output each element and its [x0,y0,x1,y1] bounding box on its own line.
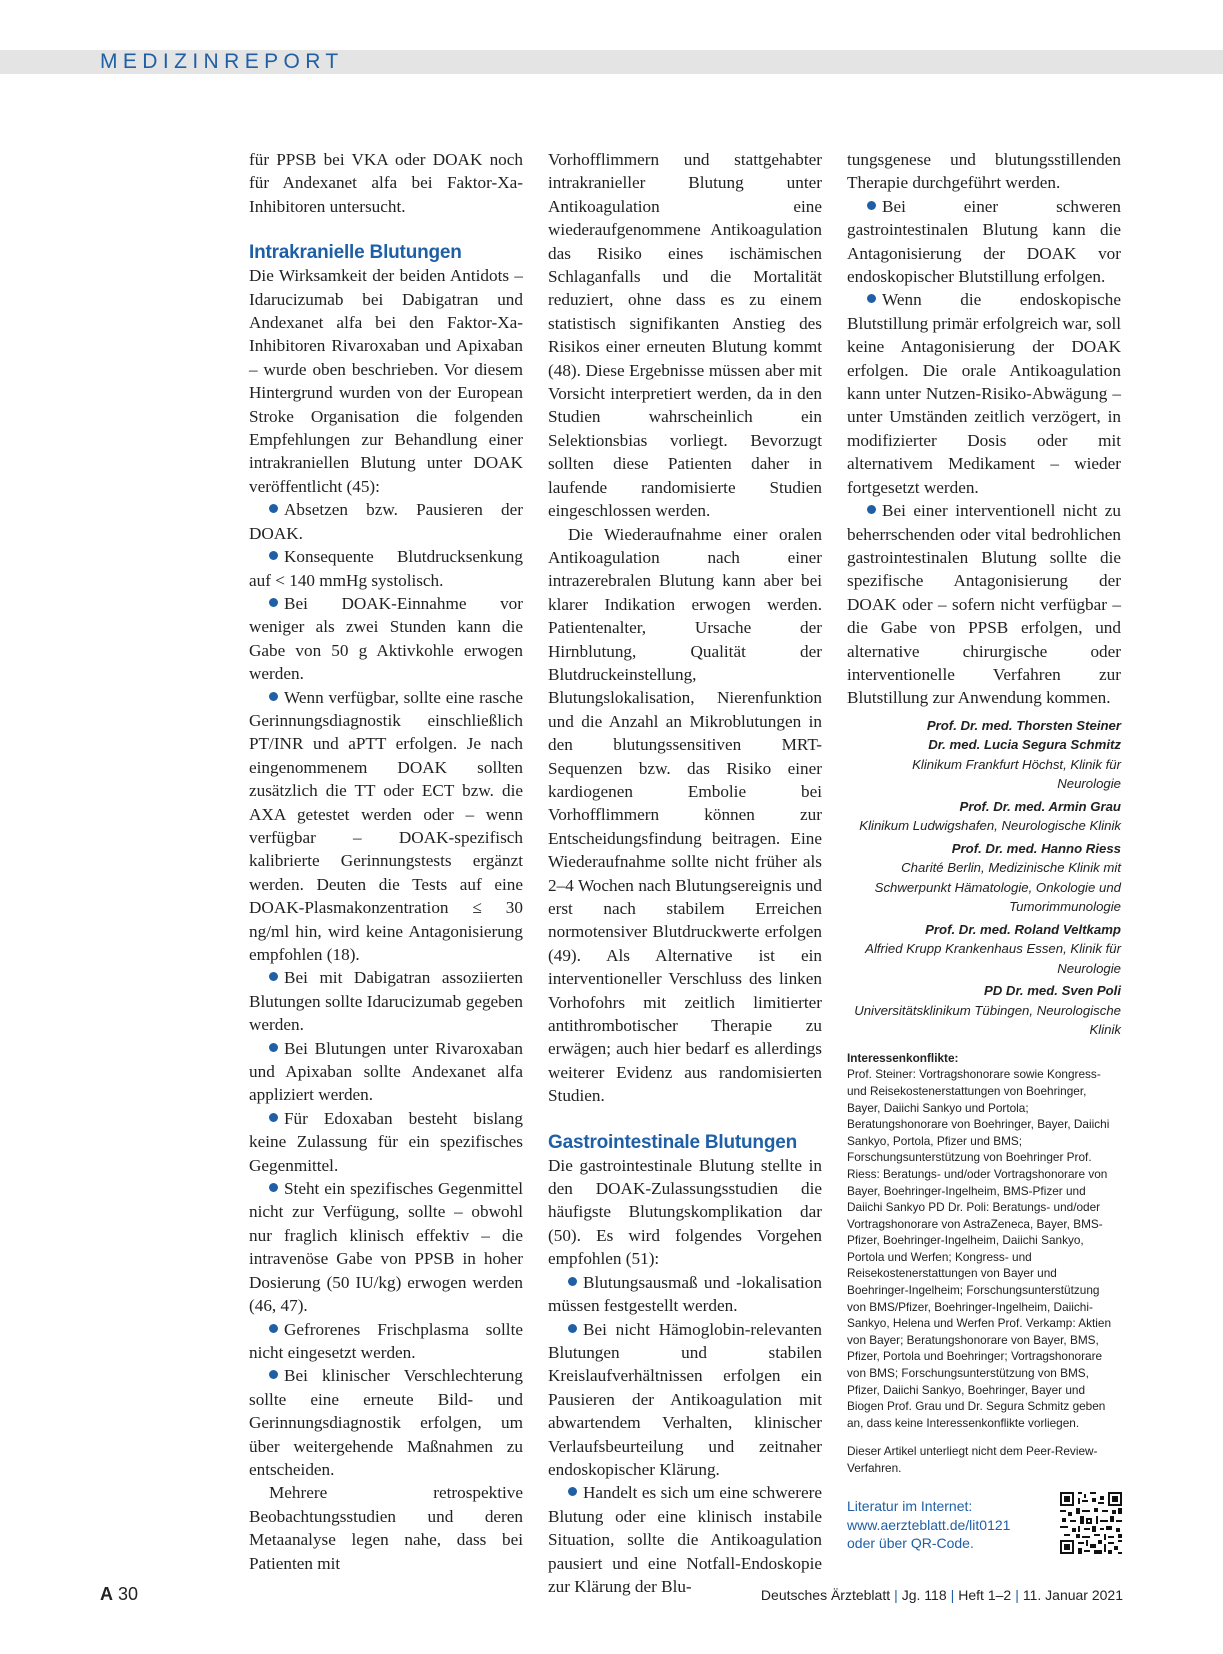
heading-intrakranielle-blutungen: Intrakranielle Blutungen [249,242,462,264]
paragraph: für PPSB bei VKA oder DOAK noch für Andexanet alfa bei Faktor-Xa-Inhibitoren untersucht. [249,150,523,216]
bullet-dot-icon [269,504,278,513]
bullet-item: Für Edoxaban besteht bislang keine Zulassung für ein spezifisches Gegenmittel. [249,1108,523,1175]
bullet-item: Handelt es sich um eine schwerere Blutung oder eine klinisch instabile Situation, sollte die Antikoagulation pausiert und eine Notfall-Endoskopie zur Klärung der Blu- [548,1483,822,1596]
paragraph: Mehrere retrospektive Beobachtungsstudien und deren Metaanalyse legen nahe, dass bei Patienten mit [249,1483,523,1573]
author-entry [847,797,1121,836]
bullet-item: Bei einer schweren gastrointestinalen Blutung kann die Antagonisierung der DOAK vor endoskopischer Blutstillung erfolgen. [847,196,1121,287]
paragraph: Die Wiederaufnahme einer oralen Antikoagulation nach einer intrazerebralen Blutung kann aber bei klarer Indikation erwogen werden. Patientenalter, Ursache der Hirnblutung, Qualität der Blutdruckeinstellung, Blutungslokalisation, Nierenfunktion und die Anzahl an Mikroblutungen in den blutungssensitiven MRT-Sequenzen bzw. das Risiko einer kardiogenen Embolie bei Vorhofflimmern können zur Entscheidungsfindung beitragen. Eine Wiederaufnahme sollte nicht früher als 2–4 Wochen nach Blutungsereignis und erst nach stabilem Erreichen normotensiver Blutdruckwerte erfolgen (49). Als Alternative ist ein interventioneller Verschluss des linken Vorhofohrs mit zeitlich limitierter antithrombotischer Therapie zu erwägen; auch hier bedarf es allerdings weiterer Evidenz aus randomisierten Studien. [548,524,822,1106]
column-1 [249,148,523,1575]
bullet-dot-icon [568,1324,577,1333]
bullet-dot-icon [568,1277,577,1286]
bullet-item: Bei einer interventionell nicht zu beherrschenden oder vital bedrohlichen gastrointestinalen Blutung sollte die spezifische Antagonisierung der DOAK oder – sofern nicht verfügbar – die Gabe von PPSB erfolgen, und alternative chirurgische oder interventionelle Verfahren zur Blutstillung zur Anwendung kommen. [847,501,1121,708]
issue-date: 11. Januar 2021 [1022,1587,1123,1603]
paragraph: tungsgenese und blutungsstillenden Therapie durchgeführt werden. [847,150,1121,193]
bullet-item: Wenn die endoskopische Blutstillung primär erfolgreich war, soll keine Antagonisierung der DOAK erfolgen. Die orale Antikoagulation kann unter Nutzen-Risiko-Abwägung – unter Umständen zeitlich verzögert, in modifizierter Dosis oder mit alternativem Medikament – wieder fortgesetzt werden. [847,290,1121,497]
section-label: MEDIZINREPORT [100,50,344,73]
author-affiliation: Klinikum Ludwigshafen, Neurologische Klinik [859,818,1121,834]
author-name: Prof. Dr. med. Thorsten Steiner [926,717,1121,733]
coi-text: Prof. Steiner: Vortragshonorare sowie Kongress- und Reisekostenerstattungen von Boehringer, Bayer, Daiichi Sankyo und Portola; Beratungshonorare von Boehringer, Bayer, Daiichi Sankyo, Portola, Pfizer und BMS; Forschungsunterstützung von Boehringer Prof. Riess: Beratungs- und/oder Vortragshonorare von Bayer, Boehringer-Ingelheim, BMS-Pfizer und Daiichi Sankyo PD Dr. Poli: Beratungs- und/oder Vortragshonorare von AstraZeneca, Bayer, BMS-Pfizer, Boehringer-Ingelheim, Daiichi Sankyo, Portola und Werfen; Kongress- und Reisekostenerstattungen von Bayer und Boehringer-Ingelheim; Forschungsunterstützung von BMS/Pfizer, Boehringer-Ingelheim, Daiichi-Sankyo, Helena und Werfen Prof. Verkamp: Aktien von Bayer; Beratungshonorare von Bayer, BMS, Pfizer, Portola und Boehringer; Vortragshonorare von BMS; Forschungsunterstützung von BMS, Pfizer, Daiichi Sankyo, Boehringer, Bayer und Biogen Prof. Grau und Dr. Segura Schmitz geben an, dass keine Interessenkonflikte vorliegen. [847,1067,1112,1430]
peer-review-note: Dieser Artikel unterliegt nicht dem Peer-Review-Verfahren. [847,1444,1098,1475]
bullet-dot-icon [269,598,278,607]
bullet-item: Blutungsausmaß und -lokalisation müssen festgestellt werden. [548,1272,822,1316]
bullet-item: Bei DOAK-Einnahme vor weniger als zwei Stunden kann die Gabe von 50 g Aktivkohle erwogen werden. [249,593,523,684]
paragraph: Die gastrointestinale Blutung stellte in den DOAK-Zulassungsstudien die häufigste Blutungskomplikation dar (50). Es wird folgendes Vorgehen empfohlen (51): [548,1155,822,1269]
author-name: Prof. Dr. med. Armin Grau [959,798,1121,814]
literature-label: Literatur im Internet: [847,1498,973,1514]
author-list [847,716,1121,1040]
author-name: Dr. med. Lucia Segura Schmitz [928,737,1121,753]
bullet-dot-icon [867,201,876,210]
author-entry [847,981,1121,1040]
literature-link[interactable]: www.aerzteblatt.de/lit0121 [847,1516,1011,1533]
bullet-item: Bei klinischer Verschlechterung sollte eine erneute Bild- und Gerinnungsdiagnostik erfolgen, um über weitergehende Maßnahmen zu entscheiden. [249,1366,523,1479]
bullet-dot-icon [269,1183,278,1192]
literature-note [847,1497,1010,1553]
bullet-item: Bei mit Dabigatran assoziierten Blutungen sollte Idarucizumab gegeben werden. [249,968,523,1035]
author-entry [847,920,1121,979]
bullet-dot-icon [568,1487,577,1496]
journal-volume: Jg. 118 [901,1587,947,1603]
bullet-item: Konsequente Blutdrucksenkung auf < 140 mmHg systolisch. [249,547,523,590]
bullet-item: Absetzen bzw. Pausieren der DOAK. [249,500,523,543]
author-entry [847,716,1121,794]
paragraph: Vorhofflimmern und stattgehabter intrakranieller Blutung unter Antikoagulation eine wiederaufgenommene Antikoagulation das Risiko eines ischämischen Schlaganfalls und die Mortalität reduziert, ohne dass es zu einem statistisch signifikanten Anstieg des Risikos einer erneuten Blutung kommt (48). Diese Ergebnisse müssen aber mit Vorsicht interpretiert werden, da in den Studien wahrscheinlich ein Selektionsbias vorliegt. Bevorzugt sollten diese Patienten daher in laufende randomisierte Studien eingeschlossen werden. [548,150,822,521]
heading-gastrointestinale-blutungen: Gastrointestinale Blutungen [548,1131,798,1153]
author-entry [847,839,1121,917]
bullet-dot-icon [269,692,278,701]
author-affiliation: Charité Berlin, Medizinische Klinik mit Schwerpunkt Hämatologie, Onkologie und Tumorimmunologie [874,860,1121,915]
column-3 [847,148,1121,1477]
bullet-dot-icon [867,294,876,303]
bullet-item: Gefrorenes Frischplasma sollte nicht eingesetzt werden. [249,1319,523,1362]
author-name: Prof. Dr. med. Hanno Riess [951,840,1121,856]
bullet-dot-icon [269,1113,278,1122]
bullet-dot-icon [269,1370,278,1379]
qr-code-icon[interactable] [1060,1492,1122,1554]
paragraph: Die Wirksamkeit der beiden Antidots – Idarucizumab bei Dabigatran und Andexanet alfa bei den Faktor-Xa-Inhibitoren Rivaroxaban und Apixaban – wurde oben beschrieben. Vor diesem Hintergrund wurden von der European Stroke Organisation die folgenden Empfehlungen zur Behandlung einer intrakraniellen Blutung unter DOAK veröffentlicht (45): [249,266,523,496]
author-name: PD Dr. med. Sven Poli [983,983,1121,999]
author-affiliation: Universitätsklinikum Tübingen, Neurologische Klinik [854,1002,1121,1038]
coi-title: Interessenkonflikte: [847,1050,959,1065]
bullet-item: Wenn verfügbar, sollte eine rasche Gerinnungsdiagnostik einschließlich PT/INR und aPTT erfolgen. Je nach eingenommenem DOAK sollten zusätzlich die TT oder ECT bzw. die AXA getestet werden oder – wenn verfügbar – DOAK-spezifisch kalibrierte Gerinnungstests ergänzt werden. Deuten die Tests auf eine DOAK-Plasmakonzentration ≤ 30 ng/ml hin, wird keine Antagonisierung empfohlen (18). [249,687,523,964]
bullet-item: Steht ein spezifisches Gegenmittel nicht zur Verfügung, sollte – obwohl nur fraglich klinisch effektiv – die intravenöse Gabe von PPSB in hoher Dosierung (50 IU/kg) erwogen werden (46, 47). [249,1179,523,1316]
bullet-dot-icon [269,972,278,981]
bullet-item: Bei Blutungen unter Rivaroxaban und Apixaban sollte Andexanet alfa appliziert werden. [249,1038,523,1105]
journal-name: Deutsches Ärzteblatt [760,1587,891,1603]
bullet-dot-icon [269,551,278,560]
bullet-dot-icon [867,505,876,514]
page-number: A 30 [100,1584,139,1604]
bullet-dot-icon [269,1043,278,1052]
publication-info: Deutsches Ärzteblatt | Jg. 118 | Heft 1–2 | 11. Januar 2021 [760,1587,1123,1603]
conflicts-of-interest [847,1050,1121,1477]
author-affiliation: Klinikum Frankfurt Höchst, Klinik für Neurologie [912,756,1121,792]
author-affiliation: Alfried Krupp Krankenhaus Essen, Klinik für Neurologie [865,941,1121,976]
bullet-item: Bei nicht Hämoglobin-relevanten Blutungen und stabilen Kreislaufverhältnissen erfolgen ein Pausieren der Antikoagulation mit abwartendem Verhalten, klinischer Verlaufsbeurteilung und zeitnaher endoskopischer Klärung. [548,1319,822,1479]
literature-qr-hint: oder über QR-Code. [847,1535,974,1551]
bullet-dot-icon [269,1324,278,1333]
column-2 [548,148,822,1598]
author-name: Prof. Dr. med. Roland Veltkamp [925,921,1121,937]
journal-issue: Heft 1–2 [958,1587,1012,1603]
